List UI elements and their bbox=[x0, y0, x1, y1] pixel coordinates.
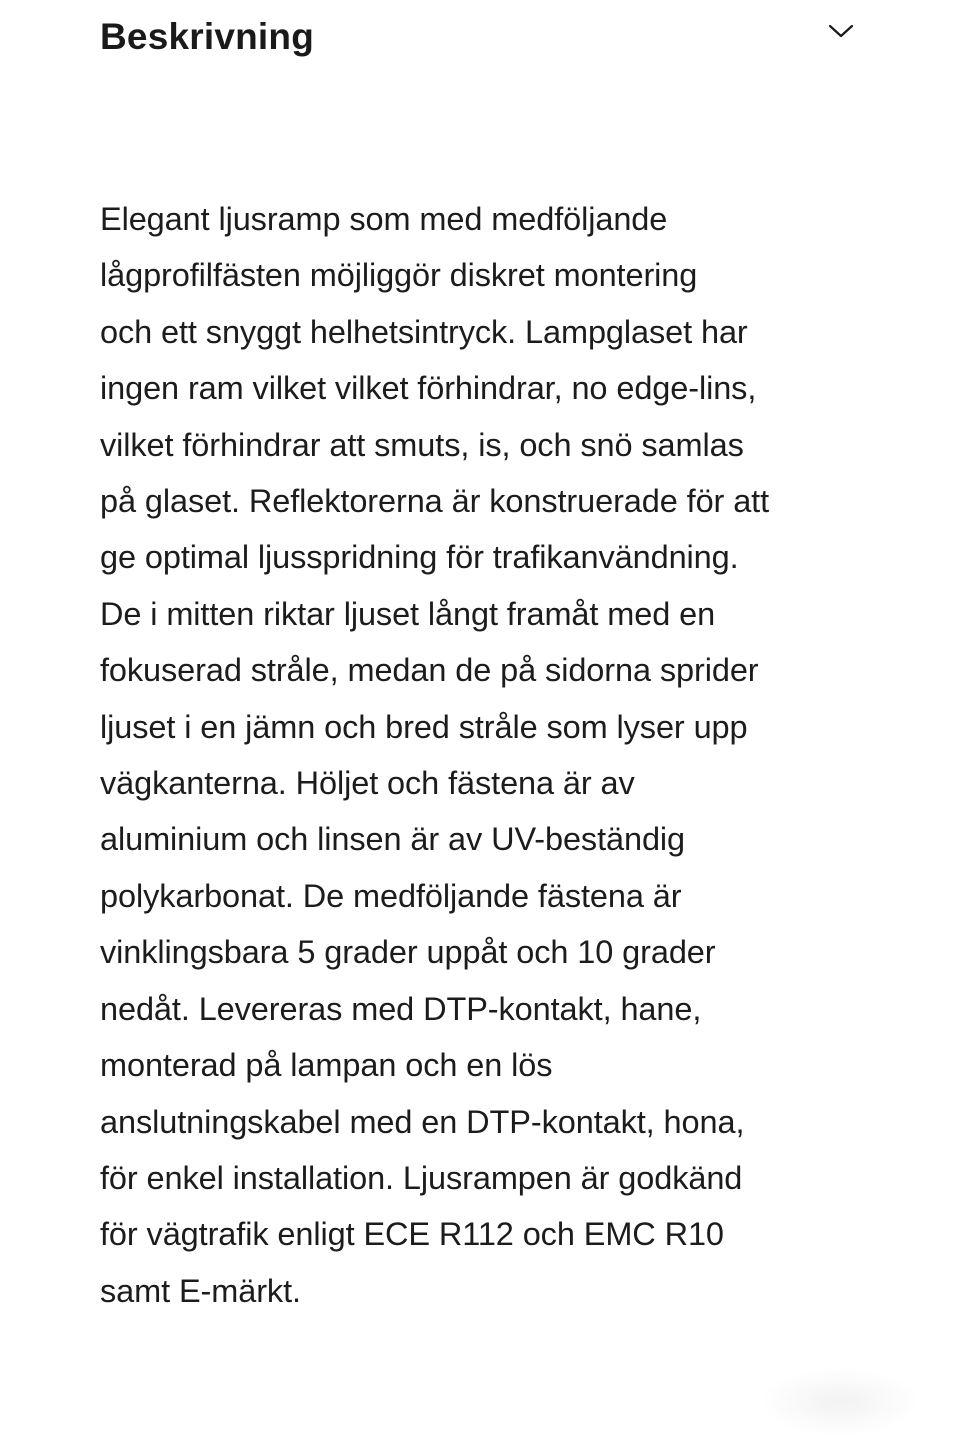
description-line: vinklingsbara 5 grader uppåt och 10 grader bbox=[100, 934, 716, 971]
description-line: De i mitten riktar ljuset långt framåt med en bbox=[100, 595, 716, 632]
description-line: vägkanterna. Höljet och fästena är av bbox=[100, 765, 635, 802]
description-line: på glaset. Reflektorerna är konstruerade för att bbox=[100, 483, 770, 520]
description-line: lågprofilfästen möjliggör diskret montering bbox=[100, 257, 698, 294]
description-line: anslutningskabel med en DTP-kontakt, hona, bbox=[100, 1103, 745, 1140]
description-text bbox=[100, 191, 860, 1319]
description-line: monterad på lampan och en lös bbox=[100, 1047, 553, 1084]
description-line: nedåt. Levereras med DTP-kontakt, hane, bbox=[100, 990, 702, 1027]
description-line: polykarbonat. De medföljande fästena är bbox=[100, 877, 682, 914]
description-line: ljuset i en jämn och bred stråle som lyser upp bbox=[100, 708, 748, 745]
description-line: samt E-märkt. bbox=[100, 1272, 301, 1309]
corner-shadow bbox=[760, 1367, 920, 1437]
description-line: Elegant ljusramp som med medföljande bbox=[100, 201, 668, 237]
accordion-body bbox=[100, 191, 860, 1319]
description-line: ge optimal ljusspridning för trafikanvändning. bbox=[100, 539, 739, 576]
accordion-header[interactable] bbox=[100, 6, 860, 66]
description-line: aluminium och linsen är av UV-beständig bbox=[100, 821, 686, 858]
description-line: för enkel installation. Ljusrampen är godkänd bbox=[100, 1159, 743, 1196]
description-line: vilket förhindrar att smuts, is, och snö samlas bbox=[100, 426, 744, 463]
description-line: och ett snyggt helhetsintryck. Lampglaset har bbox=[100, 313, 748, 350]
description-line: för vägtrafik enligt ECE R112 och EMC R10 bbox=[100, 1216, 724, 1253]
description-line: ingen ram vilket vilket förhindrar, no edge-lins, bbox=[100, 370, 757, 407]
chevron-down-icon[interactable] bbox=[824, 14, 858, 48]
description-line: fokuserad stråle, medan de på sidorna sprider bbox=[100, 652, 759, 689]
section-title: Beskrivning bbox=[100, 15, 314, 57]
